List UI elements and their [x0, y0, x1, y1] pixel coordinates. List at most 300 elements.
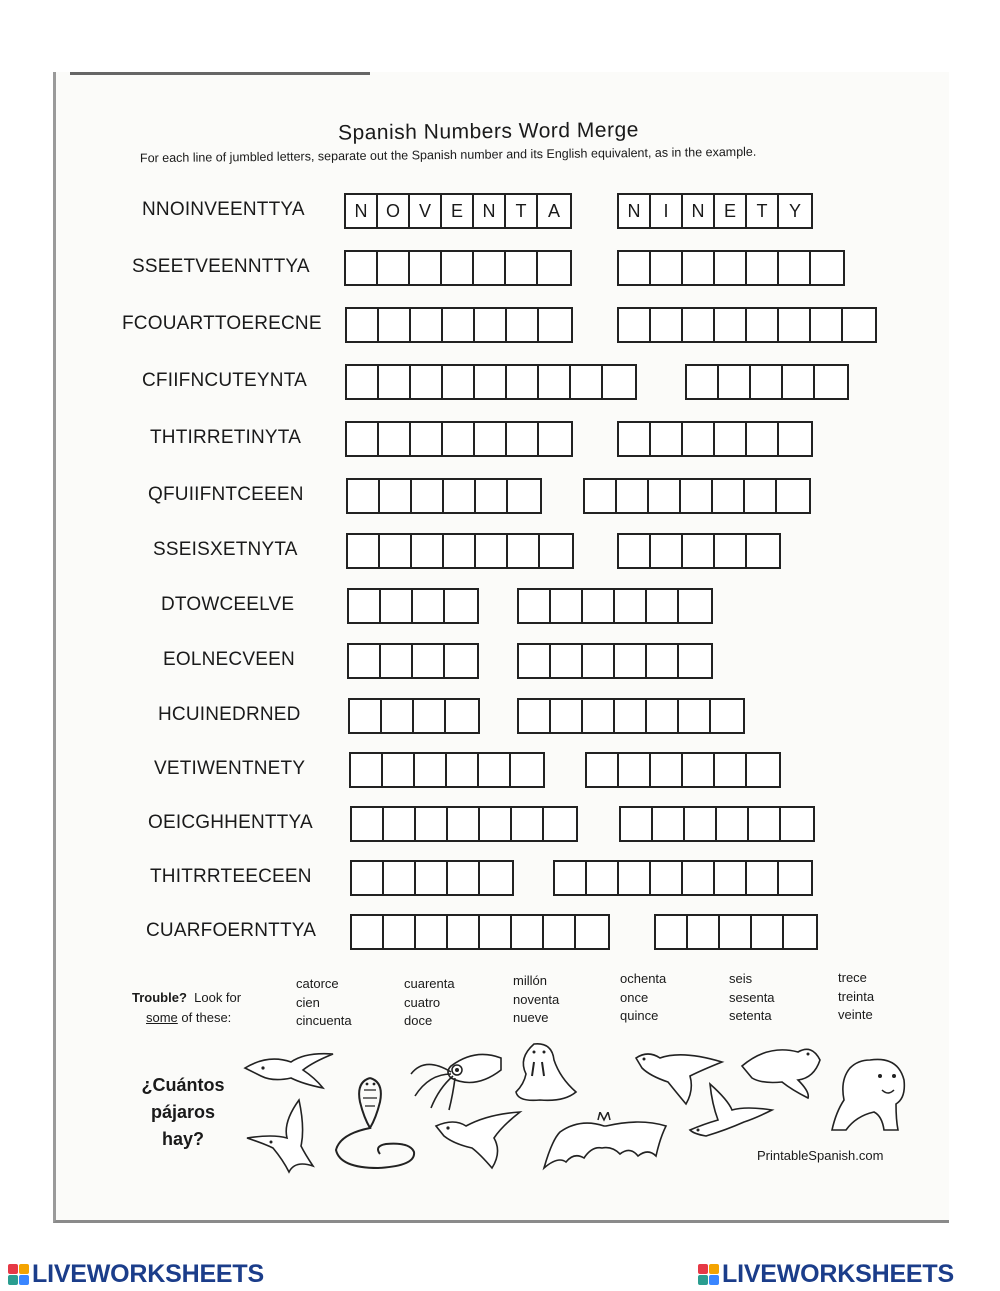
- english-letter-box[interactable]: [587, 862, 619, 894]
- spanish-letter-input[interactable]: [538, 252, 570, 284]
- spanish-letter-box[interactable]: [352, 916, 384, 948]
- english-letter-input[interactable]: [621, 808, 651, 840]
- spanish-letter-input[interactable]: [508, 535, 538, 567]
- spanish-letter-input[interactable]: [383, 754, 413, 786]
- spanish-letter-box[interactable]: [476, 535, 508, 567]
- spanish-letter-box[interactable]: [539, 309, 571, 341]
- spanish-letter-box[interactable]: [379, 309, 411, 341]
- spanish-letter-input[interactable]: [412, 480, 442, 512]
- spanish-letter-input[interactable]: [442, 252, 472, 284]
- spanish-letter-box[interactable]: [348, 480, 380, 512]
- english-letter-input[interactable]: [651, 862, 681, 894]
- spanish-letter-box[interactable]: [506, 252, 538, 284]
- spanish-letter-input[interactable]: [507, 423, 537, 455]
- english-letter-input[interactable]: [651, 309, 681, 341]
- english-letter-input[interactable]: [551, 645, 581, 677]
- spanish-letter-box[interactable]: [347, 423, 379, 455]
- spanish-letter-input[interactable]: [443, 366, 473, 398]
- spanish-letter-input[interactable]: [347, 366, 377, 398]
- spanish-letter-box[interactable]: [379, 366, 411, 398]
- english-letter-box[interactable]: [843, 309, 875, 341]
- english-letter-box[interactable]: [779, 862, 811, 894]
- spanish-letter-input[interactable]: [410, 252, 440, 284]
- spanish-letter-box[interactable]: [413, 645, 445, 677]
- english-letter-input[interactable]: [715, 754, 745, 786]
- spanish-letter-box[interactable]: [507, 366, 539, 398]
- english-letter-input[interactable]: [747, 535, 779, 567]
- spanish-letter-input[interactable]: [411, 423, 441, 455]
- spanish-letter-input[interactable]: [445, 590, 477, 622]
- english-letter-box[interactable]: [647, 590, 679, 622]
- english-letter-box[interactable]: [551, 700, 583, 732]
- spanish-letter-input[interactable]: [479, 754, 509, 786]
- spanish-letter-input[interactable]: [411, 309, 441, 341]
- english-letter-input[interactable]: [619, 309, 649, 341]
- spanish-letter-input[interactable]: [411, 366, 441, 398]
- english-letter-box[interactable]: [619, 423, 651, 455]
- english-letter-box[interactable]: [711, 700, 743, 732]
- spanish-letter-box[interactable]: [382, 700, 414, 732]
- spanish-letter-box[interactable]: [384, 916, 416, 948]
- english-letter-input[interactable]: [717, 808, 747, 840]
- spanish-letter-box[interactable]: [378, 252, 410, 284]
- spanish-letter-input[interactable]: [539, 309, 571, 341]
- spanish-letter-box[interactable]: [511, 754, 543, 786]
- english-letter-box[interactable]: [619, 309, 651, 341]
- english-letter-box[interactable]: [555, 862, 587, 894]
- spanish-letter-input[interactable]: [382, 700, 412, 732]
- spanish-letter-input[interactable]: [352, 862, 382, 894]
- spanish-letter-input[interactable]: [384, 916, 414, 948]
- english-letter-input[interactable]: [779, 423, 811, 455]
- spanish-letter-input[interactable]: [413, 590, 443, 622]
- english-letter-input[interactable]: [587, 754, 617, 786]
- english-letter-box[interactable]: [656, 916, 688, 948]
- spanish-letter-box[interactable]: [381, 590, 413, 622]
- english-letter-box[interactable]: [747, 423, 779, 455]
- spanish-letter-input[interactable]: [379, 423, 409, 455]
- english-letter-box[interactable]: [715, 535, 747, 567]
- spanish-letter-input[interactable]: [412, 535, 442, 567]
- spanish-letter-box[interactable]: [476, 480, 508, 512]
- english-letter-box[interactable]: [687, 366, 719, 398]
- english-letter-input[interactable]: [747, 252, 777, 284]
- english-letter-input[interactable]: [615, 590, 645, 622]
- spanish-letter-input[interactable]: [448, 862, 478, 894]
- english-letter-input[interactable]: [679, 700, 709, 732]
- english-letter-box[interactable]: [679, 700, 711, 732]
- spanish-letter-input[interactable]: [512, 808, 542, 840]
- spanish-letter-box[interactable]: [383, 754, 415, 786]
- english-letter-box[interactable]: [779, 252, 811, 284]
- english-letter-input[interactable]: [651, 252, 681, 284]
- english-letter-input[interactable]: [583, 700, 613, 732]
- spanish-letter-input[interactable]: [444, 480, 474, 512]
- spanish-letter-box[interactable]: [448, 862, 480, 894]
- english-letter-input[interactable]: [747, 862, 777, 894]
- spanish-letter-box[interactable]: [352, 862, 384, 894]
- english-letter-input[interactable]: [751, 366, 781, 398]
- spanish-letter-box[interactable]: [508, 480, 540, 512]
- english-letter-input[interactable]: [715, 252, 745, 284]
- spanish-letter-box[interactable]: [544, 916, 576, 948]
- english-letter-box[interactable]: [619, 535, 651, 567]
- spanish-letter-input[interactable]: [379, 309, 409, 341]
- spanish-letter-input[interactable]: [474, 252, 504, 284]
- spanish-letter-box[interactable]: [416, 808, 448, 840]
- english-letter-input[interactable]: [720, 916, 750, 948]
- english-letter-box[interactable]: [715, 309, 747, 341]
- english-letter-box[interactable]: [651, 252, 683, 284]
- english-letter-box[interactable]: [683, 862, 715, 894]
- english-letter-box[interactable]: [781, 808, 813, 840]
- spanish-letter-input[interactable]: [506, 252, 536, 284]
- spanish-letter-input[interactable]: [379, 366, 409, 398]
- spanish-letter-box[interactable]: [412, 480, 444, 512]
- spanish-letter-input[interactable]: [544, 916, 574, 948]
- english-letter-input[interactable]: [711, 700, 743, 732]
- english-letter-box[interactable]: [683, 423, 715, 455]
- spanish-letter-box[interactable]: [380, 480, 412, 512]
- spanish-letter-box[interactable]: [571, 366, 603, 398]
- english-letter-input[interactable]: [811, 252, 843, 284]
- english-letter-box[interactable]: [747, 754, 779, 786]
- english-letter-box[interactable]: [615, 590, 647, 622]
- spanish-letter-input[interactable]: [384, 808, 414, 840]
- spanish-letter-box[interactable]: [416, 916, 448, 948]
- spanish-letter-input[interactable]: [416, 916, 446, 948]
- spanish-letter-input[interactable]: [448, 808, 478, 840]
- spanish-letter-box[interactable]: [544, 808, 576, 840]
- english-letter-input[interactable]: [688, 916, 718, 948]
- english-letter-input[interactable]: [815, 366, 847, 398]
- spanish-letter-input[interactable]: [480, 808, 510, 840]
- english-letter-box[interactable]: [615, 700, 647, 732]
- spanish-letter-box[interactable]: [445, 645, 477, 677]
- english-letter-box[interactable]: [784, 916, 816, 948]
- english-letter-input[interactable]: [651, 754, 681, 786]
- spanish-letter-input[interactable]: [544, 808, 576, 840]
- spanish-letter-input[interactable]: [480, 862, 512, 894]
- spanish-letter-box[interactable]: [412, 535, 444, 567]
- english-letter-box[interactable]: [683, 252, 715, 284]
- spanish-letter-input[interactable]: [539, 423, 571, 455]
- spanish-letter-input[interactable]: [571, 366, 601, 398]
- english-letter-box[interactable]: [747, 535, 779, 567]
- english-letter-box[interactable]: [779, 309, 811, 341]
- spanish-letter-box[interactable]: [480, 862, 512, 894]
- english-letter-input[interactable]: [747, 754, 779, 786]
- spanish-letter-input[interactable]: [512, 916, 542, 948]
- english-letter-input[interactable]: [587, 862, 617, 894]
- english-letter-box[interactable]: [811, 309, 843, 341]
- spanish-letter-box[interactable]: [411, 309, 443, 341]
- english-letter-box[interactable]: [583, 700, 615, 732]
- spanish-letter-box[interactable]: [414, 700, 446, 732]
- english-letter-box[interactable]: [651, 423, 683, 455]
- spanish-letter-box[interactable]: [480, 808, 512, 840]
- spanish-letter-input[interactable]: [540, 535, 572, 567]
- english-letter-box[interactable]: [715, 423, 747, 455]
- spanish-letter-box[interactable]: [475, 366, 507, 398]
- english-letter-input[interactable]: [779, 862, 811, 894]
- english-letter-input[interactable]: [519, 590, 549, 622]
- spanish-letter-box[interactable]: [444, 535, 476, 567]
- english-letter-input[interactable]: [651, 423, 681, 455]
- english-letter-box[interactable]: [683, 754, 715, 786]
- english-letter-box[interactable]: [651, 535, 683, 567]
- spanish-letter-box[interactable]: [416, 862, 448, 894]
- english-letter-input[interactable]: [683, 252, 713, 284]
- spanish-letter-box[interactable]: [381, 645, 413, 677]
- english-letter-box[interactable]: [715, 862, 747, 894]
- spanish-letter-box[interactable]: [349, 645, 381, 677]
- english-letter-input[interactable]: [715, 309, 745, 341]
- english-letter-box[interactable]: [619, 252, 651, 284]
- spanish-letter-box[interactable]: [538, 252, 570, 284]
- english-letter-input[interactable]: [653, 808, 683, 840]
- spanish-letter-input[interactable]: [476, 535, 506, 567]
- spanish-letter-input[interactable]: [416, 808, 446, 840]
- english-letter-input[interactable]: [619, 535, 649, 567]
- english-letter-input[interactable]: [779, 252, 809, 284]
- spanish-letter-input[interactable]: [349, 590, 379, 622]
- spanish-letter-input[interactable]: [475, 423, 505, 455]
- english-letter-box[interactable]: [619, 862, 651, 894]
- spanish-letter-box[interactable]: [576, 916, 608, 948]
- spanish-letter-input[interactable]: [576, 916, 608, 948]
- spanish-letter-input[interactable]: [416, 862, 446, 894]
- english-letter-input[interactable]: [747, 309, 777, 341]
- spanish-letter-box[interactable]: [442, 252, 474, 284]
- spanish-letter-box[interactable]: [443, 423, 475, 455]
- english-letter-input[interactable]: [555, 862, 585, 894]
- spanish-letter-input[interactable]: [443, 309, 473, 341]
- english-letter-input[interactable]: [679, 590, 711, 622]
- english-letter-input[interactable]: [843, 309, 875, 341]
- spanish-letter-box[interactable]: [507, 309, 539, 341]
- english-letter-input[interactable]: [747, 423, 777, 455]
- english-letter-box[interactable]: [651, 862, 683, 894]
- english-letter-box[interactable]: [649, 480, 681, 512]
- spanish-letter-box[interactable]: [348, 535, 380, 567]
- spanish-letter-input[interactable]: [347, 423, 377, 455]
- english-letter-box[interactable]: [685, 808, 717, 840]
- spanish-letter-box[interactable]: [445, 590, 477, 622]
- spanish-letter-input[interactable]: [507, 366, 537, 398]
- spanish-letter-input[interactable]: [511, 754, 543, 786]
- spanish-letter-box[interactable]: [447, 754, 479, 786]
- spanish-letter-input[interactable]: [348, 535, 378, 567]
- spanish-letter-input[interactable]: [446, 700, 478, 732]
- english-letter-box[interactable]: [551, 645, 583, 677]
- spanish-letter-input[interactable]: [603, 366, 635, 398]
- spanish-letter-input[interactable]: [414, 700, 444, 732]
- spanish-letter-input[interactable]: [352, 808, 382, 840]
- spanish-letter-input[interactable]: [448, 916, 478, 948]
- english-letter-input[interactable]: [649, 480, 679, 512]
- english-letter-box[interactable]: [583, 590, 615, 622]
- english-letter-input[interactable]: [519, 700, 549, 732]
- spanish-letter-box[interactable]: [380, 535, 412, 567]
- spanish-letter-input[interactable]: [475, 309, 505, 341]
- english-letter-input[interactable]: [619, 862, 649, 894]
- english-letter-input[interactable]: [683, 754, 713, 786]
- spanish-letter-input[interactable]: [351, 754, 381, 786]
- english-letter-box[interactable]: [653, 808, 685, 840]
- spanish-letter-box[interactable]: [512, 916, 544, 948]
- english-letter-box[interactable]: [651, 309, 683, 341]
- english-letter-input[interactable]: [777, 480, 809, 512]
- english-letter-box[interactable]: [551, 590, 583, 622]
- english-letter-input[interactable]: [619, 252, 649, 284]
- english-letter-input[interactable]: [585, 480, 615, 512]
- english-letter-box[interactable]: [683, 309, 715, 341]
- english-letter-box[interactable]: [815, 366, 847, 398]
- spanish-letter-input[interactable]: [347, 309, 377, 341]
- english-letter-input[interactable]: [681, 480, 711, 512]
- spanish-letter-input[interactable]: [413, 645, 443, 677]
- spanish-letter-input[interactable]: [349, 645, 379, 677]
- spanish-letter-input[interactable]: [415, 754, 445, 786]
- spanish-letter-box[interactable]: [347, 366, 379, 398]
- spanish-letter-box[interactable]: [349, 590, 381, 622]
- english-letter-box[interactable]: [745, 480, 777, 512]
- english-letter-input[interactable]: [745, 480, 775, 512]
- spanish-letter-box[interactable]: [475, 423, 507, 455]
- english-letter-box[interactable]: [647, 700, 679, 732]
- spanish-letter-input[interactable]: [381, 645, 411, 677]
- spanish-letter-input[interactable]: [378, 252, 408, 284]
- english-letter-input[interactable]: [647, 700, 677, 732]
- spanish-letter-box[interactable]: [411, 423, 443, 455]
- english-letter-box[interactable]: [777, 480, 809, 512]
- english-letter-box[interactable]: [717, 808, 749, 840]
- english-letter-box[interactable]: [619, 754, 651, 786]
- spanish-letter-box[interactable]: [443, 309, 475, 341]
- english-letter-input[interactable]: [619, 423, 649, 455]
- spanish-letter-box[interactable]: [384, 808, 416, 840]
- spanish-letter-box[interactable]: [540, 535, 572, 567]
- english-letter-box[interactable]: [679, 645, 711, 677]
- english-letter-input[interactable]: [713, 480, 743, 512]
- english-letter-input[interactable]: [551, 590, 581, 622]
- english-letter-input[interactable]: [679, 645, 711, 677]
- spanish-letter-input[interactable]: [508, 480, 540, 512]
- spanish-letter-box[interactable]: [448, 808, 480, 840]
- english-letter-box[interactable]: [519, 645, 551, 677]
- spanish-letter-input[interactable]: [507, 309, 537, 341]
- spanish-letter-input[interactable]: [475, 366, 505, 398]
- english-letter-input[interactable]: [519, 645, 549, 677]
- english-letter-box[interactable]: [751, 366, 783, 398]
- english-letter-box[interactable]: [779, 423, 811, 455]
- spanish-letter-box[interactable]: [508, 535, 540, 567]
- spanish-letter-box[interactable]: [410, 252, 442, 284]
- spanish-letter-box[interactable]: [413, 590, 445, 622]
- english-letter-box[interactable]: [715, 754, 747, 786]
- spanish-letter-box[interactable]: [347, 309, 379, 341]
- english-letter-input[interactable]: [583, 645, 613, 677]
- english-letter-input[interactable]: [683, 423, 713, 455]
- english-letter-box[interactable]: [720, 916, 752, 948]
- english-letter-box[interactable]: [713, 480, 745, 512]
- english-letter-input[interactable]: [811, 309, 841, 341]
- english-letter-box[interactable]: [587, 754, 619, 786]
- english-letter-input[interactable]: [687, 366, 717, 398]
- english-letter-input[interactable]: [749, 808, 779, 840]
- spanish-letter-input[interactable]: [350, 700, 380, 732]
- english-letter-box[interactable]: [621, 808, 653, 840]
- english-letter-input[interactable]: [781, 808, 813, 840]
- english-letter-input[interactable]: [647, 645, 677, 677]
- spanish-letter-box[interactable]: [444, 480, 476, 512]
- spanish-letter-input[interactable]: [380, 480, 410, 512]
- spanish-letter-input[interactable]: [380, 535, 410, 567]
- spanish-letter-box[interactable]: [443, 366, 475, 398]
- english-letter-box[interactable]: [519, 700, 551, 732]
- english-letter-box[interactable]: [747, 252, 779, 284]
- english-letter-input[interactable]: [715, 535, 745, 567]
- spanish-letter-box[interactable]: [474, 252, 506, 284]
- english-letter-box[interactable]: [679, 590, 711, 622]
- spanish-letter-box[interactable]: [475, 309, 507, 341]
- spanish-letter-box[interactable]: [352, 808, 384, 840]
- english-letter-box[interactable]: [647, 645, 679, 677]
- english-letter-input[interactable]: [615, 700, 645, 732]
- spanish-letter-box[interactable]: [379, 423, 411, 455]
- english-letter-input[interactable]: [683, 309, 713, 341]
- english-letter-box[interactable]: [585, 480, 617, 512]
- spanish-letter-box[interactable]: [351, 754, 383, 786]
- english-letter-box[interactable]: [747, 309, 779, 341]
- spanish-letter-input[interactable]: [346, 252, 376, 284]
- english-letter-box[interactable]: [715, 252, 747, 284]
- english-letter-box[interactable]: [811, 252, 843, 284]
- spanish-letter-box[interactable]: [411, 366, 443, 398]
- spanish-letter-box[interactable]: [512, 808, 544, 840]
- spanish-letter-input[interactable]: [444, 535, 474, 567]
- english-letter-box[interactable]: [617, 480, 649, 512]
- spanish-letter-input[interactable]: [384, 862, 414, 894]
- english-letter-input[interactable]: [683, 862, 713, 894]
- english-letter-input[interactable]: [719, 366, 749, 398]
- spanish-letter-input[interactable]: [443, 423, 473, 455]
- spanish-letter-input[interactable]: [352, 916, 382, 948]
- spanish-letter-box[interactable]: [350, 700, 382, 732]
- english-letter-input[interactable]: [783, 366, 813, 398]
- spanish-letter-input[interactable]: [480, 916, 510, 948]
- spanish-letter-input[interactable]: [447, 754, 477, 786]
- spanish-letter-input[interactable]: [381, 590, 411, 622]
- english-letter-box[interactable]: [583, 645, 615, 677]
- spanish-letter-input[interactable]: [348, 480, 378, 512]
- english-letter-box[interactable]: [747, 862, 779, 894]
- spanish-letter-box[interactable]: [480, 916, 512, 948]
- spanish-letter-box[interactable]: [479, 754, 511, 786]
- english-letter-input[interactable]: [651, 535, 681, 567]
- english-letter-input[interactable]: [784, 916, 816, 948]
- english-letter-input[interactable]: [683, 535, 713, 567]
- english-letter-input[interactable]: [715, 423, 745, 455]
- english-letter-input[interactable]: [656, 916, 686, 948]
- english-letter-box[interactable]: [752, 916, 784, 948]
- spanish-letter-box[interactable]: [446, 700, 478, 732]
- spanish-letter-box[interactable]: [603, 366, 635, 398]
- english-letter-box[interactable]: [688, 916, 720, 948]
- spanish-letter-box[interactable]: [415, 754, 447, 786]
- spanish-letter-input[interactable]: [476, 480, 506, 512]
